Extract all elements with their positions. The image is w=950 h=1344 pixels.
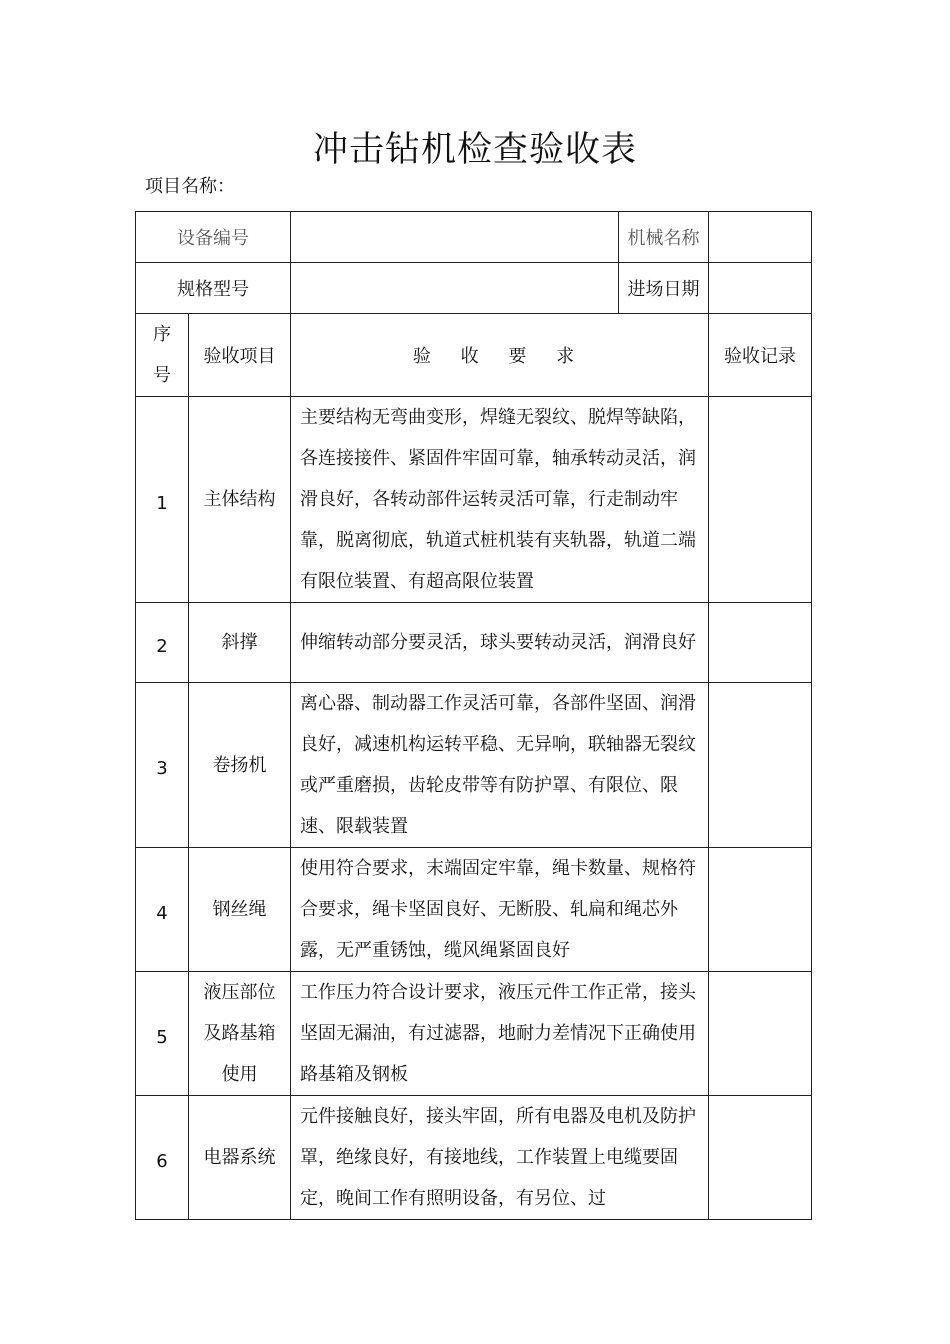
table-row bbox=[136, 848, 812, 972]
row-requirement: 元件接触良好，接头牢固，所有电器及电机及防护罩，绝缘良好，有接地线，工作装置上电缆要固定，晚间工作有照明设备，有另位、过 bbox=[291, 1096, 709, 1220]
row-requirement: 工作压力符合设计要求，液压元件工作正常，接头坚固无漏油，有过滤器，地耐力差情况下正确使用路基箱及钢板 bbox=[291, 972, 709, 1096]
row-record[interactable] bbox=[709, 683, 812, 848]
row-item: 主体结构 bbox=[189, 397, 291, 603]
row-seq: 2 bbox=[136, 603, 189, 683]
row-record[interactable] bbox=[709, 603, 812, 683]
header-requirement: 验 收 要 求 bbox=[291, 314, 709, 397]
table-row bbox=[136, 683, 812, 848]
row-item-line: 液压部位 bbox=[203, 982, 276, 1003]
header-seq-line2: 号 bbox=[153, 365, 171, 386]
spec-value[interactable] bbox=[291, 263, 619, 314]
header-record: 验收记录 bbox=[709, 314, 812, 397]
row-requirement: 使用符合要求，末端固定牢靠，绳卡数量、规格符合要求，绳卡坚固良好、无断股、轧扁和绳芯外露，无严重锈蚀，缆风绳紧固良好 bbox=[291, 848, 709, 972]
entry-date-value[interactable] bbox=[709, 263, 812, 314]
row-record[interactable] bbox=[709, 972, 812, 1096]
column-header-row bbox=[136, 314, 812, 397]
info-row-2 bbox=[136, 263, 812, 314]
info-row-1 bbox=[136, 212, 812, 263]
row-seq: 6 bbox=[136, 1096, 189, 1220]
entry-date-label: 进场日期 bbox=[619, 263, 709, 314]
page-title: 冲击钻机检查验收表 bbox=[312, 130, 637, 170]
row-item bbox=[189, 972, 291, 1096]
row-record[interactable] bbox=[709, 848, 812, 972]
row-record[interactable] bbox=[709, 397, 812, 603]
project-name-label: 项目名称： bbox=[145, 176, 235, 197]
row-item: 卷扬机 bbox=[189, 683, 291, 848]
header-item: 验收项目 bbox=[189, 314, 291, 397]
header-seq-line1: 序 bbox=[153, 324, 171, 345]
row-seq: 3 bbox=[136, 683, 189, 848]
row-item-line: 使用 bbox=[221, 1064, 258, 1085]
table-row bbox=[136, 972, 812, 1096]
row-item-line: 及路基箱 bbox=[203, 1023, 276, 1044]
table-row bbox=[136, 397, 812, 603]
table-row bbox=[136, 1096, 812, 1220]
row-item: 斜撑 bbox=[189, 603, 291, 683]
row-seq: 4 bbox=[136, 848, 189, 972]
row-requirement: 主要结构无弯曲变形，焊缝无裂纹、脱焊等缺陷，各连接接件、紧固件牢固可靠，轴承转动灵活，润滑良好，各转动部件运转灵活可靠，行走制动牢靠，脱离彻底，轨道式桩机装有夹轨器，轨道二端有限位装置、有超高限位装置 bbox=[291, 397, 709, 603]
machine-name-value[interactable] bbox=[709, 212, 812, 263]
row-item: 钢丝绳 bbox=[189, 848, 291, 972]
inspection-table bbox=[135, 211, 812, 1220]
machine-name-label: 机械名称 bbox=[619, 212, 709, 263]
row-seq: 5 bbox=[136, 972, 189, 1096]
row-seq: 1 bbox=[136, 397, 189, 603]
device-no-label: 设备编号 bbox=[136, 212, 291, 263]
table-row bbox=[136, 603, 812, 683]
spec-label: 规格型号 bbox=[136, 263, 291, 314]
header-seq bbox=[136, 314, 189, 397]
row-requirement: 伸缩转动部分要灵活，球头要转动灵活，润滑良好 bbox=[291, 603, 709, 683]
device-no-value[interactable] bbox=[291, 212, 619, 263]
row-requirement: 离心器、制动器工作灵活可靠，各部件坚固、润滑良好，减速机构运转平稳、无异响，联轴器无裂纹或严重磨损，齿轮皮带等有防护罩、有限位、限速、限载装置 bbox=[291, 683, 709, 848]
row-record[interactable] bbox=[709, 1096, 812, 1220]
row-item: 电器系统 bbox=[189, 1096, 291, 1220]
